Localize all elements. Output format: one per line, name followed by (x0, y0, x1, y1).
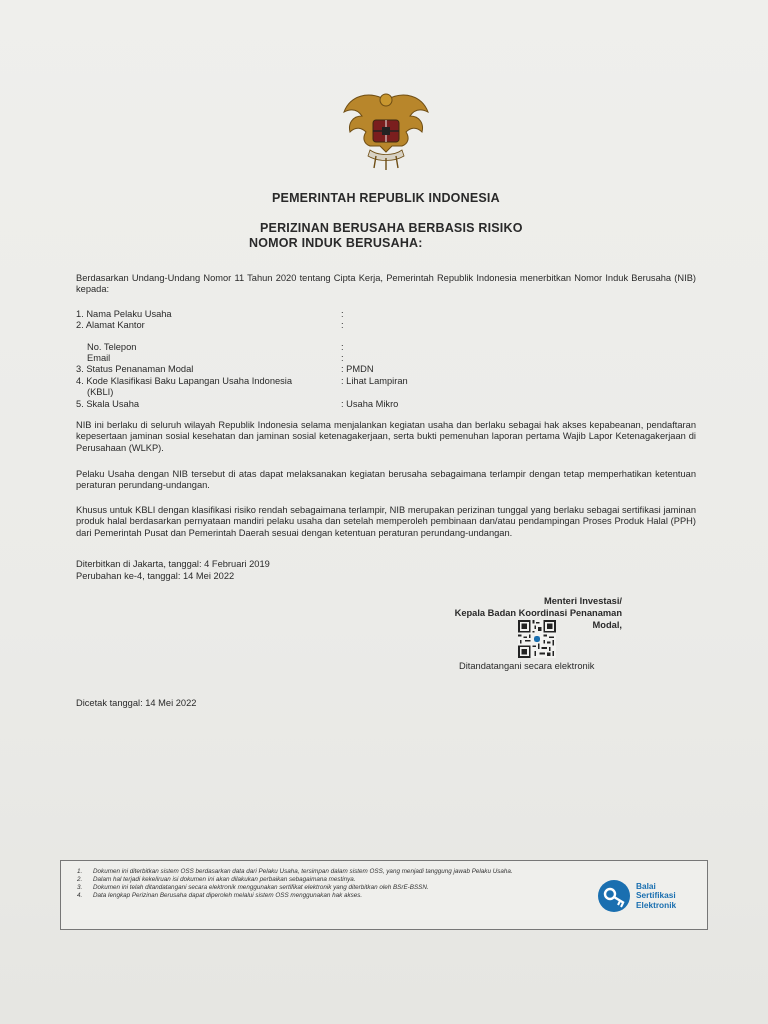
field-value: : (341, 309, 344, 319)
footnote-number: 3. (77, 884, 83, 891)
field-label: Email (87, 353, 111, 363)
field-row (76, 364, 696, 375)
field-label: 5. Skala Usaha (76, 399, 140, 409)
field-value: : (341, 353, 344, 363)
field-label: (KBLI) (87, 387, 114, 397)
footnote-text: Dalam hal terjadi kekeliruan isi dokumen ini akan dilakukan perbaikan sebagaimana mestinya. (93, 876, 356, 883)
signed-electronically-text: Ditandatangani secara elektronik (459, 661, 595, 671)
halal-paragraph: Khusus untuk KBLI dengan klasifikasi risiko rendah sebagaimana terlampir, NIB merupakan perizinan tunggal yang berlaku sebagai sertifikasi jaminan produk halal berdasarkan pernyataan mandiri pelaku usaha dan setelah memperoleh pembinaan dan/atau pendampingan Proses Produk Halal (PPH) dari Pemerintah Pusat dan Pemerintah Daerah sesuai dengan ketentuan peraturan perundang-undangan. (76, 505, 696, 538)
signatory-line-2: Kepala Badan Koordinasi Penanaman Modal, (454, 608, 622, 630)
footnote-list (77, 868, 577, 900)
footnote-text: Dokumen ini telah ditandatangani secara elektronik menggunakan sertifikat elektronik yang diterbitkan oleh BSrE-BSSN. (93, 884, 429, 891)
field-value: : Lihat Lampiran (341, 376, 408, 386)
footnote-number: 1. (77, 868, 83, 875)
footnote-text: Data lengkap Perizinan Berusaha dapat diperoleh melalui sistem OSS menggunakan hak akses. (93, 892, 363, 899)
field-label: No. Telepon (87, 342, 137, 352)
signatory-line-1: Menteri Investasi/ (543, 596, 622, 606)
bsre-line: Balai (636, 881, 656, 891)
field-row (76, 399, 696, 410)
garuda-emblem-icon (340, 86, 432, 176)
field-label: 3. Status Penanaman Modal (76, 364, 194, 374)
bsre-logo-icon (597, 879, 631, 913)
activity-paragraph: Pelaku Usaha dengan NIB tersebut di atas dapat melaksanakan kegiatan berusaha sebagaimana terlampir dengan tetap memperhatikan ketentuan peraturan perundang-undangan. (76, 469, 696, 491)
intro-paragraph: Berdasarkan Undang-Undang Nomor 11 Tahun 2020 tentang Cipta Kerja, Pemerintah Republik Indonesia menerbitkan Nomor Induk Berusaha (NIB) kepada: (76, 273, 696, 295)
bsre-line: Sertifikasi (636, 890, 676, 901)
qr-code-icon (518, 620, 556, 658)
footnote-box (60, 860, 708, 930)
field-value: : (341, 342, 344, 352)
field-value: : PMDN (341, 364, 374, 374)
validity-paragraph: NIB ini berlaku di seluruh wilayah Republik Indonesia selama menjalankan kegiatan usaha dan berlaku sebagai hak akses kepabeanan, pendaftaran kepesertaan jaminan sosial kesehatan dan jaminan sosial ketenagakerjaan, serta bukti pemenuhan laporan pertama Wajib Lapor Ketenagakerjaan di Perusahaan (WLKP). (76, 420, 696, 453)
bsre-logo (597, 879, 707, 915)
footnote-number: 2. (77, 876, 83, 883)
government-title: PEMERINTAH REPUBLIK INDONESIA (272, 191, 500, 205)
footnote-text: Dokumen ini diterbitkan sistem OSS berdasarkan data dari Pelaku Usaha, tersimpan dalam sistem OSS, yang menjadi tanggung jawab Pelaku Usaha. (93, 868, 513, 875)
nib-label: NOMOR INDUK BERUSAHA: (249, 236, 423, 250)
issued-info (76, 559, 270, 582)
document-title: PERIZINAN BERUSAHA BERBASIS RISIKO (260, 221, 523, 235)
footnote-number: 4. (77, 892, 83, 899)
field-row (76, 376, 696, 387)
printed-date: Dicetak tanggal: 14 Mei 2022 (76, 698, 197, 708)
field-row (76, 342, 696, 353)
field-row (76, 353, 696, 364)
footnote-item (77, 884, 577, 892)
footnote-item (77, 892, 577, 900)
bsre-name (636, 882, 676, 910)
issued-date: Diterbitkan di Jakarta, tanggal: 4 Februari 2019 (76, 559, 270, 569)
footnote-item (77, 876, 577, 884)
field-row (76, 387, 696, 398)
revision-date: Perubahan ke-4, tanggal: 14 Mei 2022 (76, 570, 235, 581)
field-label: 1. Nama Pelaku Usaha (76, 309, 172, 319)
bsre-line: Elektronik (636, 899, 677, 910)
field-value: : Usaha Mikro (341, 399, 399, 409)
field-row (76, 320, 696, 331)
footnote-item (77, 868, 577, 876)
field-label: 2. Alamat Kantor (76, 320, 145, 330)
field-row (76, 309, 696, 320)
field-label: 4. Kode Klasifikasi Baku Lapangan Usaha Indonesia (76, 376, 293, 386)
field-value: : (341, 320, 344, 330)
